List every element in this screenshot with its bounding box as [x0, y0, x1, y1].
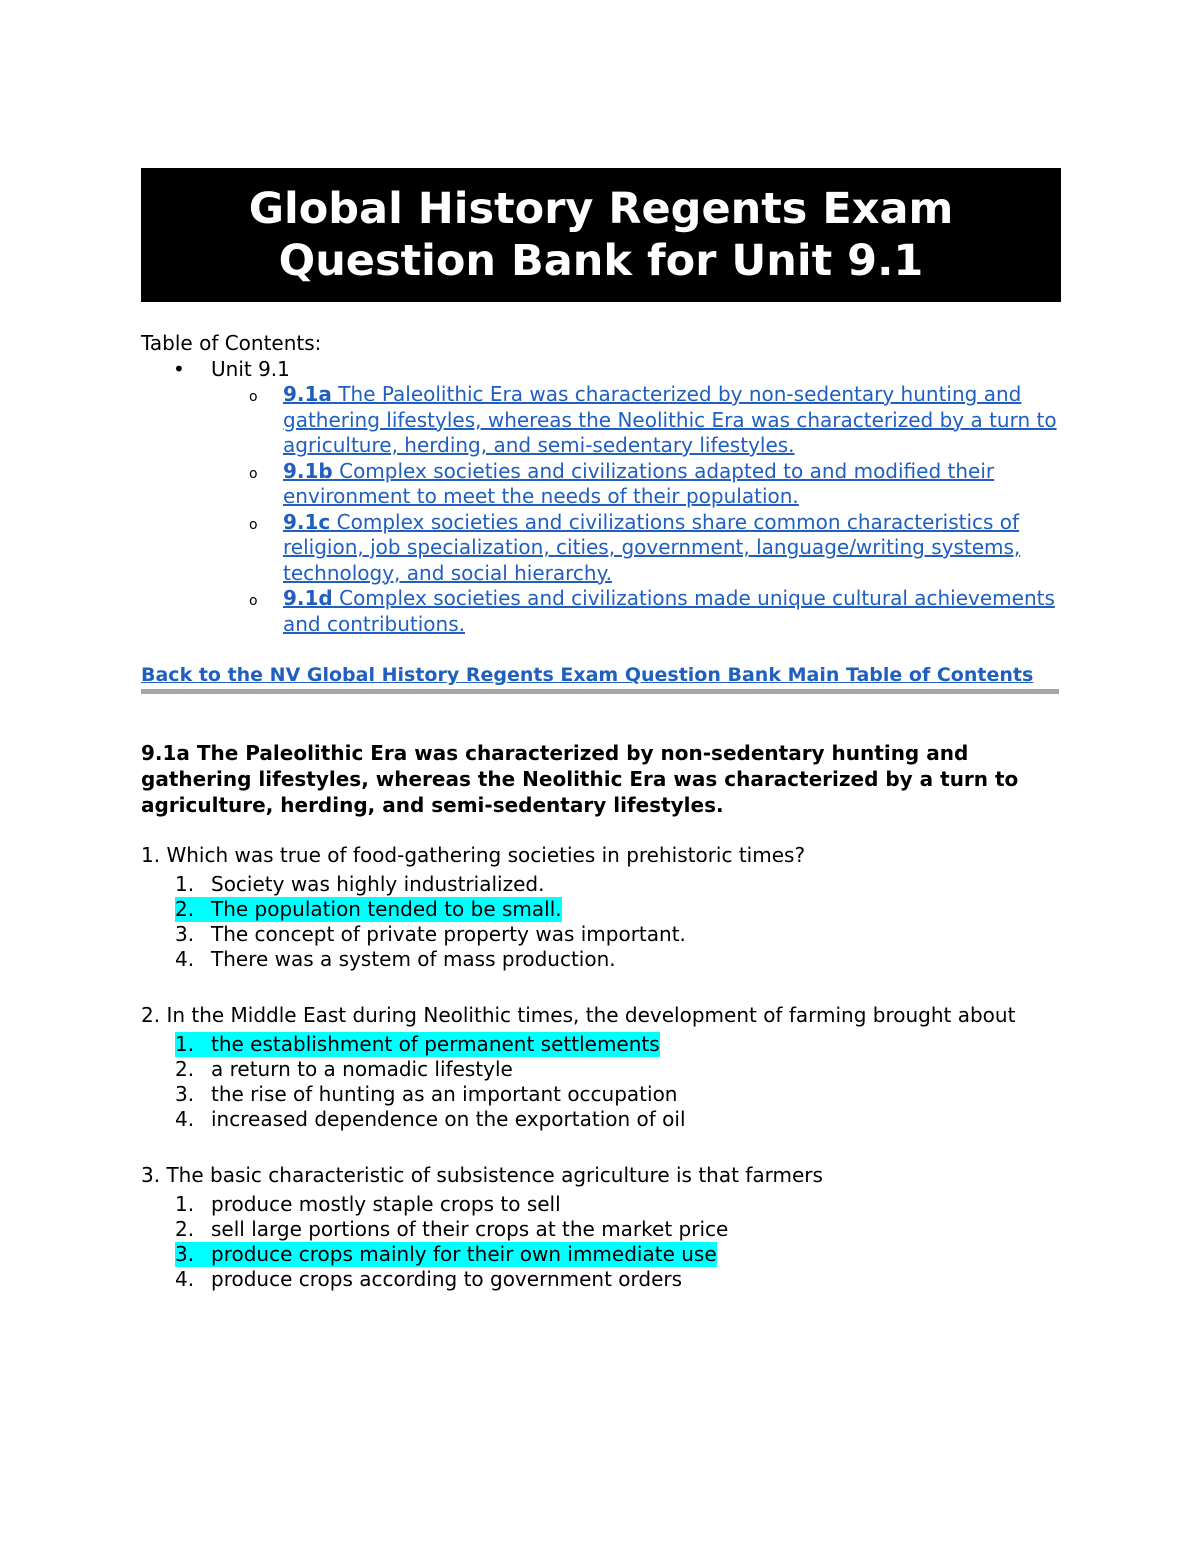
toc-unit-item [173, 356, 1061, 382]
answer-option: 2. a return to a nomadic lifestyle [175, 1057, 513, 1081]
back-to-main-toc-link[interactable]: Back to the NV Global History Regents Exam Question Bank Main Table of Contents [141, 664, 1034, 686]
answer-option-correct: 2. The population tended to be small. [175, 897, 562, 921]
answer-option-correct: 1. the establishment of permanent settlements [175, 1032, 660, 1056]
question-3 [141, 1162, 1061, 1292]
answer-list [175, 1192, 1061, 1292]
toc-item-9-1d [249, 586, 1061, 637]
answer-option: 4. There was a system of mass production. [175, 947, 616, 971]
answer-option: 1. Society was highly industrialized. [175, 872, 545, 896]
circle-bullet-icon: o [249, 389, 258, 405]
toc-unit-label: Unit 9.1 [211, 357, 290, 381]
answer-option: 3. The concept of private property was important. [175, 922, 686, 946]
toc-subitems [249, 382, 1061, 637]
toc-link-9-1d[interactable]: 9.1d Complex societies and civilizations made unique cultural achievements and contributions. [283, 586, 1055, 636]
question-prompt: 2. In the Middle East during Neolithic times, the development of farming brought about [141, 1003, 1016, 1027]
answer-option: 1. produce mostly staple crops to sell [175, 1192, 561, 1216]
question-list [141, 842, 1061, 1292]
answer-list [175, 872, 1061, 972]
toc-item-9-1a [249, 382, 1061, 459]
title-banner [141, 168, 1061, 302]
question-1 [141, 842, 1061, 972]
answer-option: 2. sell large portions of their crops at the market price [175, 1217, 729, 1241]
toc-item-9-1b [249, 459, 1061, 510]
answer-list [175, 1032, 1061, 1132]
answer-option-correct: 3. produce crops mainly for their own immediate use [175, 1242, 717, 1266]
toc-link-9-1c[interactable]: 9.1c Complex societies and civilizations share common characteristics of religion, job specialization, cities, government, language/writing systems, technology, and social hierarchy. [283, 509, 1021, 585]
back-link-wrap [141, 663, 1061, 687]
circle-bullet-icon: o [249, 593, 258, 609]
answer-option: 4. increased dependence on the exportation of oil [175, 1107, 686, 1131]
answer-option: 3. the rise of hunting as an important occupation [175, 1082, 678, 1106]
title-line-1: Global History Regents Exam [248, 184, 954, 234]
answer-option: 4. produce crops according to government orders [175, 1267, 683, 1291]
question-prompt: 1. Which was true of food-gathering societies in prehistoric times? [141, 843, 806, 867]
circle-bullet-icon: o [249, 465, 258, 482]
horizontal-divider [141, 689, 1059, 694]
bullet-icon: • [173, 357, 185, 381]
circle-bullet-icon: o [249, 516, 258, 533]
toc-link-9-1a[interactable]: 9.1a The Paleolithic Era was characterized by non-sedentary hunting and gathering lifestyles, whereas the Neolithic Era was characterized by a turn to agriculture, herding, and semi-sedentary lifestyles. [283, 382, 1057, 457]
section-heading-9-1a: 9.1a The Paleolithic Era was characterized by non-sedentary hunting and gathering lifestyles, whereas the Neolithic Era was characterized by a turn to agriculture, herding, and semi-sedentary lifestyles. [141, 741, 1019, 817]
title-line-2: Question Bank for Unit 9.1 [278, 236, 924, 286]
toc-heading: Table of Contents: [141, 331, 322, 355]
document-page [141, 168, 1061, 1292]
toc-item-9-1c [249, 510, 1061, 587]
question-prompt: 3. The basic characteristic of subsistence agriculture is that farmers [141, 1163, 823, 1187]
question-2 [141, 1002, 1061, 1132]
toc-link-9-1b[interactable]: 9.1b Complex societies and civilizations adapted to and modified their environment to meet the needs of their population. [283, 458, 995, 508]
